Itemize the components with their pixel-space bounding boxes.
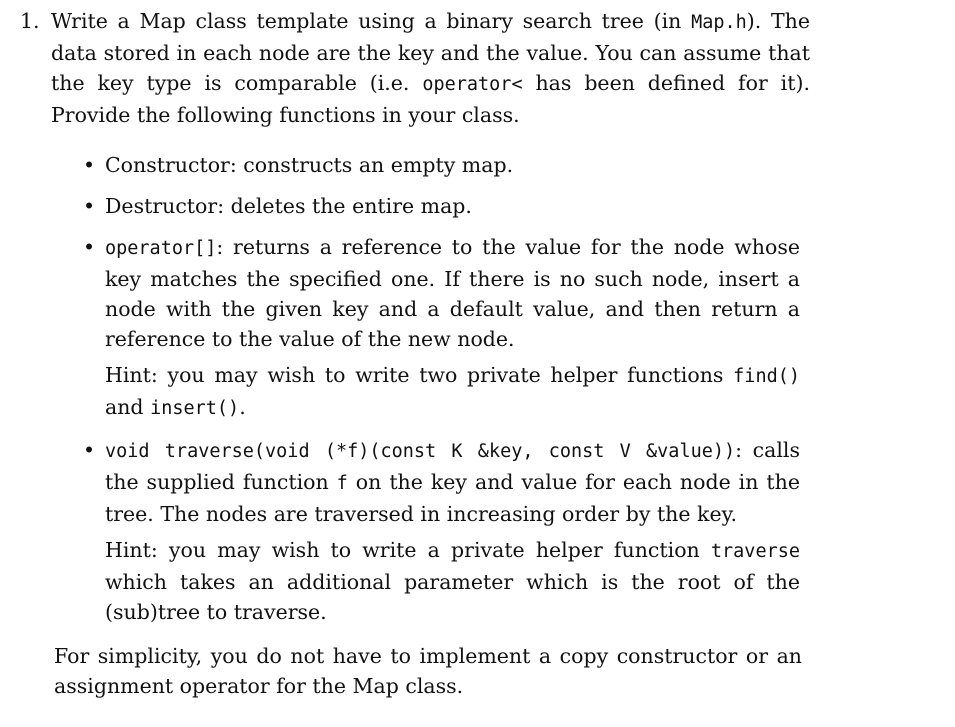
problem-number: 1. [20, 9, 40, 33]
traverse-hint [105, 535, 800, 627]
bullet: • [83, 194, 96, 218]
constructor-title: Constructor [105, 153, 230, 177]
intro-code-operator-less: operator< [422, 74, 523, 95]
hint-code-find: find() [733, 366, 800, 387]
intro-text-1: Write a Map class template using a binary search tree (in [51, 9, 692, 33]
hint-code-insert: insert() [150, 398, 240, 419]
list-item-constructor [83, 150, 800, 180]
intro-text-3: has been defined for it). Provide the following functions in your class. [51, 71, 810, 127]
traverse-code-f: f [336, 473, 348, 494]
bullet: • [83, 438, 96, 462]
function-list [20, 150, 810, 627]
destructor-title: Destructor [105, 194, 218, 218]
hint-text-2: and [105, 395, 151, 419]
traverse-text-1: : calls the supplied function [105, 438, 800, 494]
intro-code-map-h: Map.h [691, 12, 747, 33]
hint-text-3: . [239, 395, 246, 419]
operator-bracket-hint [105, 360, 800, 424]
traverse-hint-code: traverse [710, 541, 800, 562]
operator-bracket-description [105, 232, 800, 354]
list-item-operator-bracket [83, 232, 800, 424]
list-item-traverse [83, 435, 800, 627]
problem-intro [51, 6, 810, 130]
constructor-text: : constructs an empty map. [229, 153, 514, 177]
traverse-hint-text-2: which takes an additional parameter which is the root of the (sub)tree to traverse. [105, 570, 800, 624]
traverse-description [105, 435, 800, 529]
traverse-signature-code: void traverse(void (*f)(const K &key, const V &value)) [105, 441, 736, 462]
problem-1 [20, 6, 810, 701]
traverse-hint-text-1: Hint: you may wish to write a private helper function [105, 538, 711, 562]
traverse-text-2: on the key and value for each node in the tree. The nodes are traversed in increasing order by the key. [105, 470, 800, 526]
closing-note: For simplicity, you do not have to implement a copy constructor or an assignment operator for the Map class. [54, 644, 802, 698]
destructor-text: : deletes the entire map. [217, 194, 472, 218]
hint-text-1: Hint: you may wish to write two private helper functions [105, 363, 734, 387]
bullet: • [83, 153, 96, 177]
bullet: • [83, 235, 96, 259]
problem-body [51, 6, 810, 130]
operator-bracket-code: operator[] [105, 238, 217, 259]
operator-bracket-text: : returns a reference to the value for the node whose key matches the specified one. If there is no such node, insert a node with the given key and a default value, and then return a reference to the value of the new node. [105, 235, 800, 351]
list-item-destructor [83, 191, 800, 221]
intro-text-2: ). The data stored in each node are the key and the value. You can assume that the key type is comparable (i.e. [51, 9, 810, 95]
